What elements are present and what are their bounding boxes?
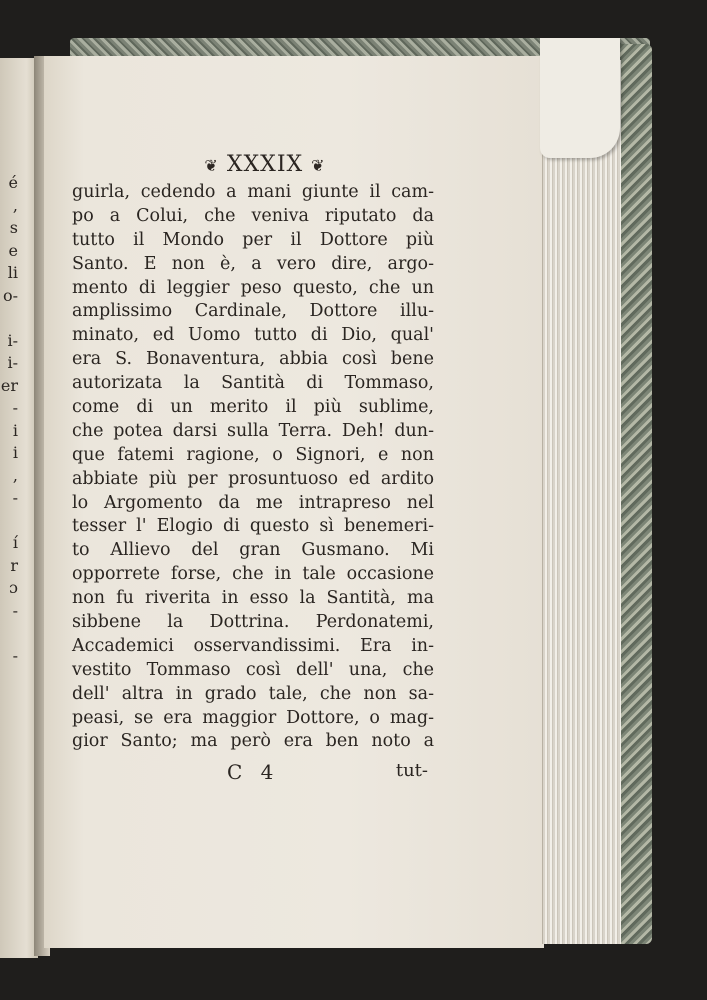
text-line: guirla, cedendo a mani giunte il cam- — [72, 182, 434, 202]
left-page-fragment: - — [12, 600, 18, 620]
header-ornament-left: ❦ — [204, 156, 219, 175]
header-ornament-right: ❦ — [311, 156, 326, 175]
left-page-fragment: r — [10, 555, 18, 575]
left-page-fragment: li — [7, 263, 18, 282]
text-line: non fu riverita in esso la Santità, ma — [72, 588, 434, 609]
left-page-fragment: í — [12, 533, 18, 552]
text-line: come di un merito il più sublime, — [72, 397, 434, 418]
text-line: minato, ed Uomo tutto di Dio, qual' — [72, 325, 434, 346]
left-page-fragment: é — [8, 173, 18, 192]
text-line: Accademici osservandissimi. Era in- — [72, 635, 434, 656]
text-line: lo Argomento da me intrapreso nel — [72, 492, 434, 513]
text-line: che potea darsi sulla Terra. Deh! dun- — [72, 420, 434, 441]
text-line: to Allievo del gran Gusmano. Mi — [72, 540, 434, 561]
page-edges — [542, 60, 621, 944]
left-page-fragment: s — [9, 218, 18, 237]
left-page-fragment: - — [12, 645, 18, 665]
left-page-fragment: i- — [7, 330, 18, 350]
text-line: amplissimo Cardinale, Dottore illu- — [72, 301, 434, 322]
left-page-fragment: i- — [7, 353, 18, 372]
text-line: gior Santo; ma però era ben noto a — [72, 731, 434, 752]
left-page-fragment: i — [12, 420, 18, 440]
text-line: sibbene la Dottrina. Perdonatemi, — [72, 612, 434, 633]
text-line: era S. Bonaventura, abbia così bene — [72, 349, 434, 370]
left-page-fragment: o- — [2, 285, 18, 305]
left-page-fragments — [0, 172, 18, 712]
left-page-fragment — [0, 622, 18, 645]
text-line: tesser l' Elogio di questo sì benemeri- — [72, 516, 434, 537]
text-line: mento di leggier peso questo, che un — [72, 277, 434, 298]
catchword: tut- — [395, 760, 428, 781]
text-line: Santo. E non è, a vero dire, argo- — [72, 253, 434, 274]
left-page-fragment: ɔ — [9, 578, 18, 597]
text-line: dell' altra in grado tale, che non sa- — [72, 683, 434, 704]
text-line: po a Colui, che veniva riputato da — [72, 205, 434, 226]
text-line: tutto il Mondo per il Dottore più — [72, 229, 434, 250]
left-page-fragment — [0, 667, 18, 690]
left-page-fragment — [0, 307, 18, 330]
text-line: que fatemi ragione, o Signori, e non — [72, 444, 434, 465]
left-page-fragment: er — [0, 375, 18, 395]
text-line: abbiate più per prosuntuoso ed ardito — [72, 468, 434, 489]
left-page-fragment: e — [8, 240, 18, 260]
page-number-roman: XXXIX — [226, 152, 304, 177]
text-line: vestito Tommaso così dell' una, che — [72, 659, 434, 680]
page-corner-flap — [540, 38, 620, 158]
text-line: opporrete forse, che in tale occasione — [72, 564, 434, 585]
left-page-fragment: , — [12, 465, 18, 485]
left-page-fragment: - — [12, 488, 18, 507]
left-page-fragment: , — [12, 195, 18, 215]
body-text — [72, 181, 434, 754]
left-page-fragment: i — [12, 443, 18, 462]
page-footer — [72, 760, 434, 790]
left-page-fragment — [0, 690, 18, 713]
left-page-fragment: - — [12, 398, 18, 417]
page-header — [175, 152, 355, 182]
text-line: peasi, se era maggior Dottore, o mag- — [72, 707, 434, 728]
left-page-fragment — [0, 510, 18, 533]
signature-mark: C 4 — [227, 760, 280, 784]
text-line: autorizata la Santità di Tommaso, — [72, 373, 434, 394]
